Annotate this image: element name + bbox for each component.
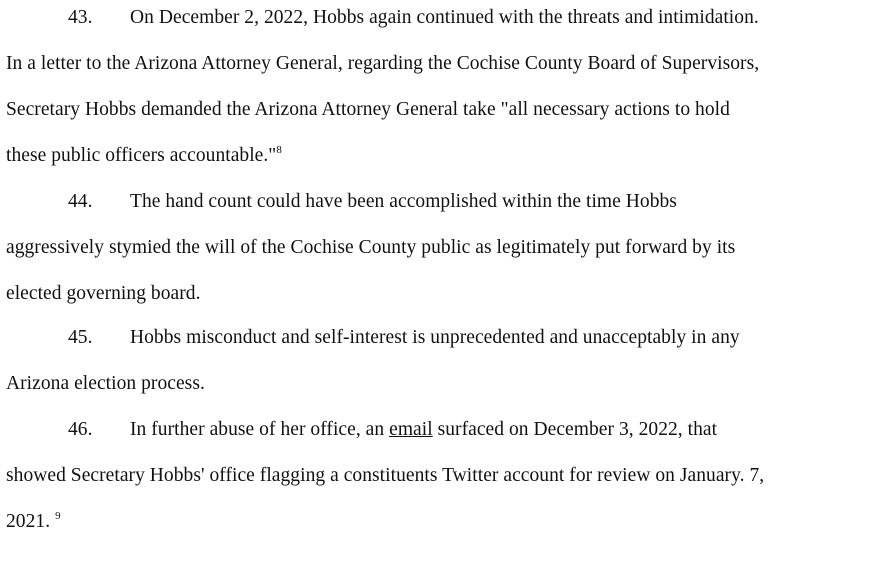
- footnote-marker: 9: [55, 510, 61, 522]
- footnote-marker: 8: [276, 144, 282, 156]
- paragraph-text: On December 2, 2022, Hobbs again continued with the threats and intimidation.: [130, 7, 759, 28]
- paragraph-43-line-1: [68, 6, 759, 30]
- paragraph-text: surfaced on December 3, 2022, that: [432, 419, 718, 440]
- paragraph-43-line-2: In a letter to the Arizona Attorney General, regarding the Cochise County Board of Supervisors,: [6, 53, 760, 74]
- paragraph-text: 2021.: [6, 511, 56, 532]
- paragraph-number: 46.: [68, 419, 93, 440]
- paragraph-43-line-4: [6, 144, 282, 168]
- paragraph-46-line-2: showed Secretary Hobbs' office flagging a constituents Twitter account for review on January. 7,: [6, 465, 765, 486]
- paragraph-45-line-2: Arizona election process.: [6, 373, 205, 394]
- paragraph-text: The hand count could have been accomplished within the time Hobbs: [130, 191, 677, 212]
- paragraph-46-line-3: [6, 510, 61, 534]
- email-link[interactable]: email: [389, 419, 433, 440]
- paragraph-46-line-1: [68, 418, 717, 442]
- paragraph-44-line-2: aggressively stymied the will of the Cochise County public as legitimately put forward by its: [6, 237, 736, 258]
- paragraph-45-line-1: [68, 326, 740, 350]
- paragraph-text: Hobbs misconduct and self-interest is unprecedented and unacceptably in any: [130, 327, 740, 348]
- paragraph-number: 45.: [68, 327, 93, 348]
- paragraph-44-line-3: elected governing board.: [6, 283, 201, 304]
- paragraph-43-line-3: Secretary Hobbs demanded the Arizona Attorney General take "all necessary actions to hold: [6, 99, 730, 120]
- paragraph-text: these public officers accountable.": [6, 145, 277, 166]
- paragraph-number: 44.: [68, 191, 93, 212]
- paragraph-number: 43.: [68, 7, 93, 28]
- paragraph-text: In further abuse of her office, an: [130, 419, 390, 440]
- paragraph-44-line-1: [68, 190, 677, 214]
